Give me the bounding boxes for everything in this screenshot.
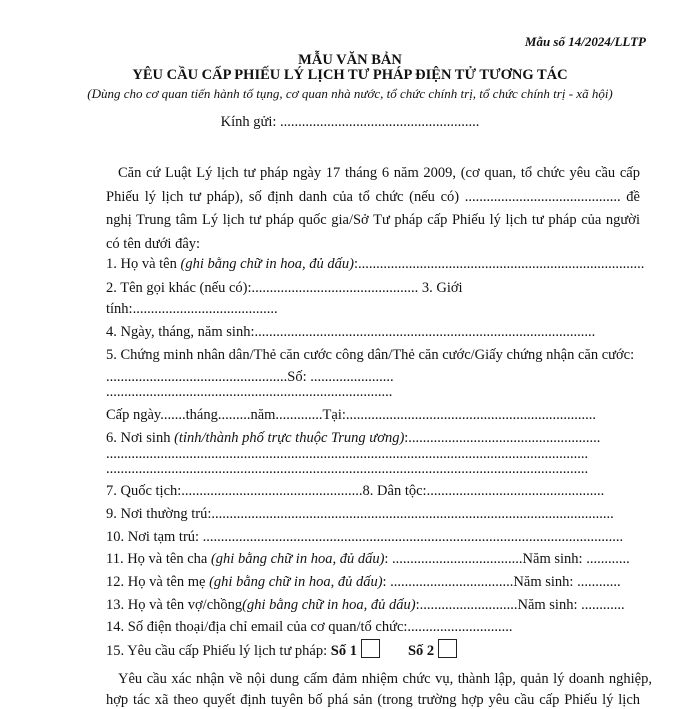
form-title-1: MẪU VĂN BẢN xyxy=(298,52,402,68)
field-birthplace-dots: :..................................................... xyxy=(404,430,601,446)
field-id-document: 5. Chứng minh nhân dân/Thẻ căn cước công dân/Thẻ căn cước/Giấy chứng nhận căn cước: xyxy=(106,347,635,363)
field-full-name-label: 1. Họ và tên xyxy=(106,256,181,272)
field-full-name[interactable] xyxy=(106,256,644,273)
footer-line-1: Yêu cầu xác nhận về nội dung cấm đảm nhiệm chức vụ, thành lập, quản lý doanh nghiệp, xyxy=(118,671,652,687)
intro-line-1: Căn cứ Luật Lý lịch tư pháp ngày 17 tháng 6 năm 2009, (cơ quan, tổ chức yêu cầu cấp xyxy=(118,165,640,181)
field-temporary-residence[interactable]: 10. Nơi tạm trú: .................................................................................................................... xyxy=(106,529,624,545)
intro-line-2: Phiếu lý lịch tư pháp), số định danh của tổ chức (nếu có) ........................................... đề xyxy=(106,188,640,205)
field-father-dots: : ....................................Năm sinh: ............ xyxy=(384,551,630,567)
field-other-name[interactable]: 2. Tên gọi khác (nếu có):.............................................. 3. Giới xyxy=(106,280,463,296)
field-mother-dots: : ..................................Năm sinh: ............ xyxy=(382,574,621,590)
field-birthplace[interactable] xyxy=(106,430,600,447)
option-1-checkbox[interactable] xyxy=(361,639,380,658)
field-id-number[interactable]: ..................................................Số: ....................... xyxy=(106,369,394,385)
recipient-line: Kính gửi: ....................................................... xyxy=(220,114,480,130)
field-mother-name[interactable] xyxy=(106,574,621,591)
field-birthplace-line-2[interactable]: ..................................................................................................................................... xyxy=(106,446,589,462)
field-nationality-ethnicity[interactable]: 7. Quốc tịch:..................................................8. Dân tộc:................................................. xyxy=(106,483,605,499)
field-birthplace-note: (tỉnh/thành phố trực thuộc Trung ương) xyxy=(174,430,405,446)
field-birthplace-label: 6. Nơi sinh xyxy=(106,430,175,446)
field-contact[interactable]: 14. Số điện thoại/địa chỉ email của cơ quan/tổ chức:............................. xyxy=(106,619,513,635)
field-record-type xyxy=(106,639,457,660)
intro-line-3: nghị Trung tâm Lý lịch tư pháp quốc gia/Sở Tư pháp cấp Phiếu lý lịch tư pháp của người xyxy=(106,212,640,228)
form-title-2: YÊU CẦU CẤP PHIẾU LÝ LỊCH TƯ PHÁP ĐIỆN TỬ TƯƠNG TÁC xyxy=(132,67,568,83)
field-full-name-dots: :............................................................................... xyxy=(353,256,645,272)
field-mother-label: 12. Họ và tên mẹ xyxy=(106,574,210,590)
field-spouse-dots: :...........................Năm sinh: ............ xyxy=(415,597,625,613)
field-id-issue[interactable]: Cấp ngày.......tháng.........năm.............Tại:..................................................................... xyxy=(106,407,597,423)
form-code: Mẫu số 14/2024/LLTP xyxy=(524,34,646,49)
field-record-type-label: 15. Yêu cầu cấp Phiếu lý lịch tư pháp: xyxy=(106,643,331,659)
field-mother-note: (ghi bằng chữ in hoa, đủ dấu) xyxy=(209,574,383,590)
form-subtitle: (Dùng cho cơ quan tiến hành tố tụng, cơ quan nhà nước, tổ chức chính trị, tổ chức chính trị - xã hội) xyxy=(87,86,613,101)
field-father-label: 11. Họ và tên cha xyxy=(106,551,211,567)
field-father-name[interactable] xyxy=(106,551,630,568)
intro-paragraph xyxy=(106,162,640,256)
intro-line-4: có tên dưới đây: xyxy=(106,235,201,252)
field-spouse-name[interactable] xyxy=(106,597,625,614)
field-birthplace-line-3[interactable]: ..................................................................................................................................... xyxy=(106,461,589,477)
field-gender[interactable]: tính:........................................ xyxy=(106,301,278,317)
field-spouse-label: 13. Họ và tên vợ/chồng xyxy=(106,597,243,613)
option-2-label: Số 2 xyxy=(407,643,435,659)
field-spouse-note: (ghi bằng chữ in hoa, đủ dấu) xyxy=(242,597,416,613)
option-2-checkbox[interactable] xyxy=(438,639,457,658)
field-birth-date[interactable]: 4. Ngày, tháng, năm sinh:.............................................................................................. xyxy=(106,324,596,340)
field-full-name-note: (ghi bằng chữ in hoa, đủ dấu) xyxy=(180,256,354,272)
field-father-note: (ghi bằng chữ in hoa, đủ dấu) xyxy=(210,551,385,567)
field-id-extra[interactable]: ............................................................................... xyxy=(106,384,393,400)
footer-line-2: hợp tác xã theo quyết định tuyên bố phá sản (trong trường hợp yêu cầu cấp Phiếu lý lịch xyxy=(106,692,640,708)
field-permanent-residence[interactable]: 9. Nơi thường trú:............................................................................................................... xyxy=(106,506,614,522)
option-1-label: Số 1 xyxy=(330,643,357,659)
